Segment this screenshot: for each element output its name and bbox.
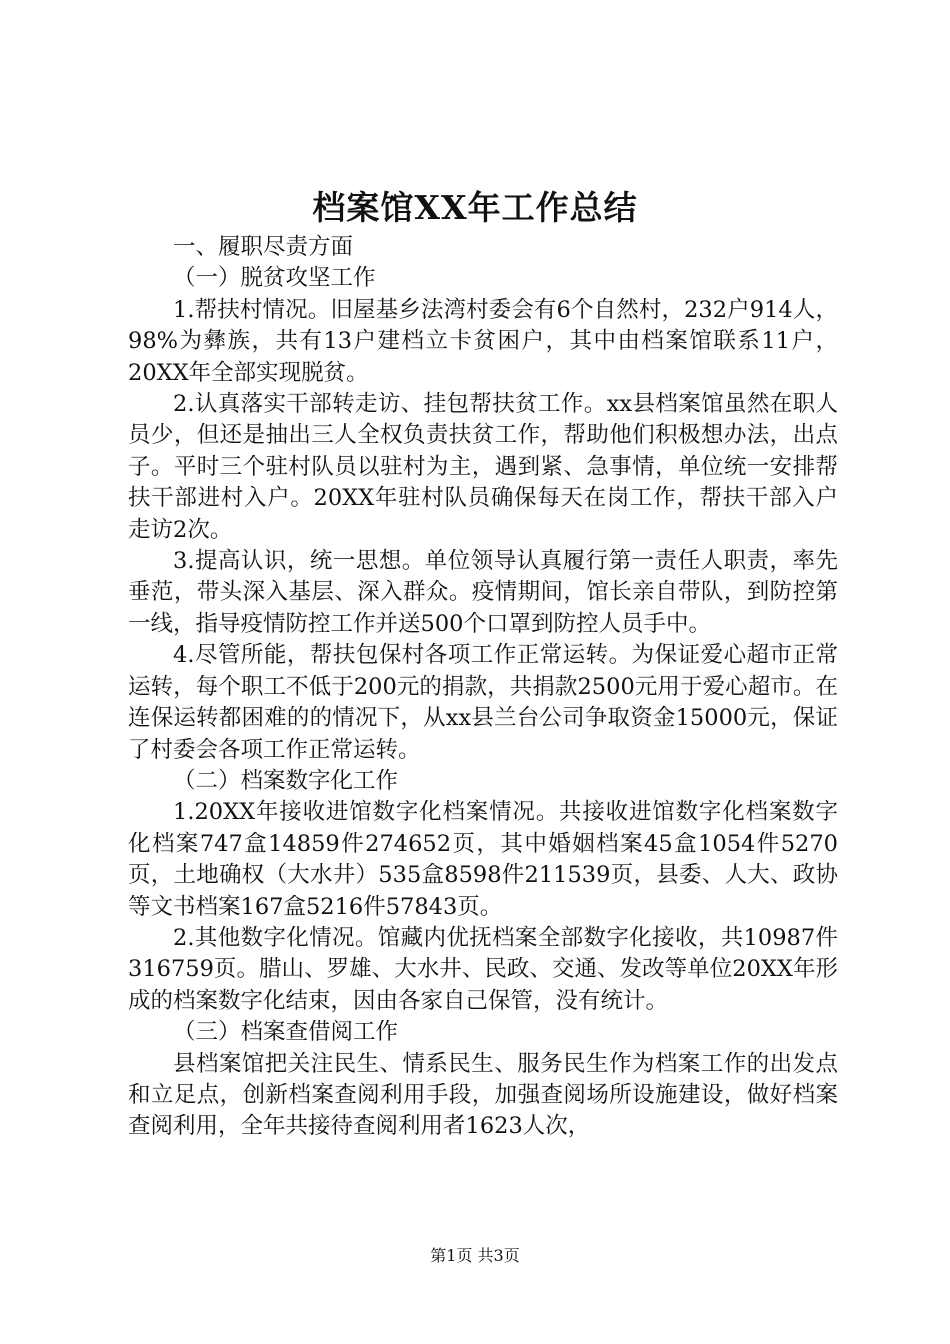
- paragraph: 县档案馆把关注民生、情系民生、服务民生作为档案工作的出发点和立足点，创新档案查阅利用手段，加强查阅场所设施建设，做好档案查阅利用，全年共接待查阅利用者1623人次，: [128, 1050, 838, 1140]
- section-heading: 一、履职尽责方面: [173, 234, 354, 260]
- paragraph: 1.20XX年接收进馆数字化档案情况。共接收进馆数字化档案数字化档案747盒14859件274652页，其中婚姻档案45盒1054件5270页，土地确权（大水井）535盒8598件211539页，县委、人大、政协等文书档案167盒5216件57843页。: [128, 799, 838, 920]
- paragraph: 4.尽管所能，帮扶包保村各项工作正常运转。为保证爱心超市正常运转，每个职工不低于200元的捐款，共捐款2500元用于爱心超市。在连保运转都困难的的情况下，从xx县兰台公司争取资金15000元，保证了村委会各项工作正常运转。: [128, 642, 838, 763]
- paragraph: 2.认真落实干部转走访、挂包帮扶贫工作。xx县档案馆虽然在职人员少，但还是抽出三人全权负责扶贫工作，帮助他们积极想办法，出点子。平时三个驻村队员以驻村为主，遇到紧、急事情，单位统一安排帮扶干部进村入户。20XX年驻村队员确保每天在岗工作，帮扶干部入户走访2次。: [128, 391, 838, 543]
- paragraph: 3.提高认识，统一思想。单位领导认真履行第一责任人职责，率先垂范，带头深入基层、深入群众。疫情期间，馆长亲自带队，到防控第一线，指导疫情防控工作并送500个口罩到防控人员手中。: [128, 548, 838, 637]
- paragraph: 1.帮扶村情况。旧屋基乡法湾村委会有6个自然村，232户914人，98%为彝族，共有13户建档立卡贫困户，其中由档案馆联系11户，20XX年全部实现脱贫。: [128, 296, 838, 386]
- page-footer: 第1页 共3页: [430, 1246, 520, 1265]
- subsection-heading: （二）档案数字化工作: [173, 767, 399, 794]
- document-body: [128, 232, 838, 1143]
- subsection-heading: （三）档案查借阅工作: [173, 1019, 399, 1046]
- paragraph: 2.其他数字化情况。馆藏内优抚档案全部数字化接收，共10987件316759页。腊山、罗雄、大水井、民政、交通、发改等单位20XX年形成的档案数字化结束，因由各家自己保管，没有统计。: [128, 924, 838, 1014]
- document-title: 档案馆XX年工作总结: [312, 188, 638, 227]
- subsection-heading: （一）脱贫攻坚工作: [173, 265, 376, 292]
